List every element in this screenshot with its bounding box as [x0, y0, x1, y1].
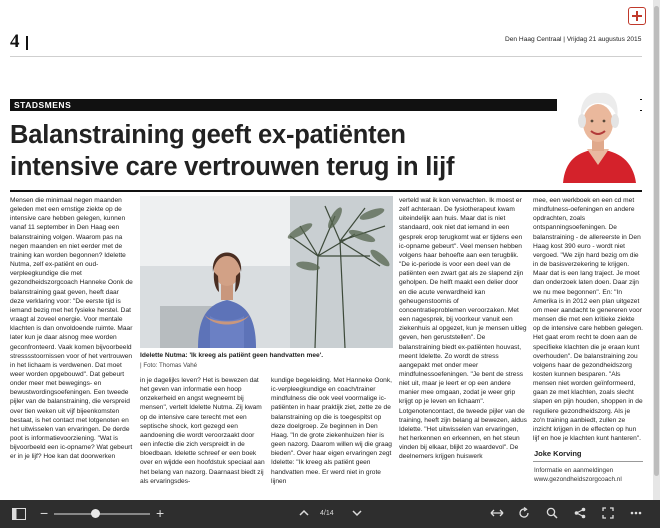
more-options-icon[interactable]: [630, 507, 642, 521]
search-icon[interactable]: [546, 507, 558, 521]
headline-line-1: Balanstraining geeft ex-patiënten: [10, 121, 406, 149]
logo-icon: [628, 7, 646, 25]
zoom-slider-handle[interactable]: [91, 509, 100, 518]
masthead: Den Haag Centraal | Vrijdag 21 augustus 2015: [505, 36, 642, 43]
zoom-slider[interactable]: [54, 513, 150, 515]
page-number: 4: [10, 31, 20, 52]
page-number-divider: [26, 36, 28, 50]
previous-page-icon[interactable]: [299, 508, 309, 520]
author-byline: Joke Korving: [534, 449, 582, 458]
next-page-icon[interactable]: [352, 508, 362, 520]
photo-credit: | Foto: Thomas Vahé: [140, 362, 198, 369]
headline: [10, 119, 550, 183]
article-column-5: mee, een werkboek en een cd met mindfulness-oefeningen en andere opdrachten, zoals ontspanningsoefeningen. De balanstraining - de allereerste in Den Haag kost 390 euro - wordt niet vergoed. "We zijn hard bezig om die in de basisverzekering te krijgen. Maar dat is een lang traject. Je moet dan onderzoek laten doen. Daar zijn we nu mee begonnen". En: "In Amerika is in 2012 een plan uitgezet om meer aandacht te genereren voor mensen die met een kritieke ziekte op de intensive care hebben gelegen. Het gaat erom recht te doen aan de specifieke klachten die je eraan kunt overhouden". De balanstraining zou volgens haar de gezondheidszorg kosten kunnen besparen. "Als mensen niet worden geïnformeerd, gaan ze met klachten, zoals slecht slapen en pijn houden, shoppen in de reguliere gezondheidszorg. Als je zo'n training aanbiedt, zullen ze inzicht krijgen in de effecten op hun lijf en hoe je klachten kunt hanteren".: [533, 197, 643, 443]
article-column-1: Mensen die minimaal negen maanden geleden met een ernstige ziekte op de intensive care hebben gelegen, kunnen vanaf 11 september in Den Haag een balanstraining volgen. Waarom pas na negen maanden en niet eerder met de training kan worden begonnen? Idelette Nutma, zelf ex-patiënt en oud-verpleegkundige die met gezondheidszorgcoach Hanneke Oonk de balanstraining gaat geven, heeft daar deze verklaring voor: "De eerste tijd is iemand bezig met het fysieke herstel. Dat vraagt al zoveel energie. Voor mentale klachten is dan onvoldoende ruimte. Maar later kun je daar alsnog mee worden geconfronteerd. Vaak komen bijvoorbeeld stresssstoornissen voor of het vertrouwen in het lichaam is verdwenen. Dat moet weer worden opgebouwd". Dat gebeurt onder meer met bewegings- en bewustwordingsoefeningen. Een tweede pijler van de balanstraining, die verspreid over tien weken uit vijf bijeenkomsten bestaat, is het contact met lotgenoten en het uitwisselen van ervaringen. De derde poot is informatievoorziening. "Wat is bijvoorbeeld een ic-opname? Wat gebeurt er in je lijf? Hoe kan dat doorwerken: [10, 197, 133, 461]
share-icon[interactable]: [574, 507, 586, 521]
info-divider: [533, 461, 643, 462]
zoom-in-button[interactable]: +: [156, 505, 165, 521]
vertical-scrollbar[interactable]: [653, 0, 660, 500]
headline-line-2: intensive care vertrouwen terug in lijf: [10, 153, 455, 181]
headline-rule: [10, 190, 642, 192]
rotate-icon[interactable]: [518, 507, 530, 521]
scrollbar-thumb[interactable]: [654, 6, 659, 476]
section-label: STADSMENS: [14, 100, 72, 110]
zoom-out-button[interactable]: −: [40, 505, 49, 521]
sidebar-toggle-icon[interactable]: [12, 508, 26, 522]
page-indicator: 4/14: [320, 510, 334, 517]
section-bar: [10, 99, 558, 111]
fit-width-icon[interactable]: [490, 507, 504, 521]
photo-caption: Idelette Nutma: 'Ik kreeg als patiënt geen handvatten mee'.: [140, 352, 324, 359]
fullscreen-icon[interactable]: [602, 507, 614, 521]
info-label: Informatie en aanmeldingen: [534, 467, 614, 474]
article-photo: [140, 196, 393, 348]
info-link[interactable]: www.gezondheidszorgcoach.nl: [534, 476, 622, 484]
article-column-4: verteld wat ik kon verwachten. Ik moest er zelf achteraan. De fysiotherapeut kwam uiteindelijk aan huis. Maar dat is niet standaard, ook niet dat iemand in een gesprek erop terugkomt wat er tijdens een ic-opname gebeurt". Veel mensen hebben volgens haar behoefte aan een terugblik. "De ic-periode is voor een deel van de patiënten een zwart gat als ze slapend zijn geholpen. De helft maakt een delier door en die acute verwardheid kan geheugenstoornis of concentratieproblemen veroorzaken. Met een nagesprek, bij voorkeur vanuit een ziekenhuis al opgezet, kun je mensen uitleg geven, hen geruststellen". De balanstraining biedt ex-patiënten houvast, meent Idelette. Zo wordt de stress aangepakt met onder meer mindfulnessoefeningen. "Je bent de stress niet uit, maar je leert er op een andere manier mee omgaan, zodat je weer grip krijgt op je leven en lichaam". Lotgenotencontact, de tweede pijler van de training, heeft zijn belang al bewezen, aldus Idelette. "Het uitwisselen van ervaringen, het herkennen en erkennen, en het steun vinden bij elkaar, blijkt zo waardevol". De deelnemers krijgen huiswerk: [399, 197, 527, 461]
article-column-2: in je dagelijks leven? Het is bewezen dat het geven van informatie een hoop onzekerheid en angst wegneemt bij mensen", vertelt Idelette Nutma. Zij kwam op de intensive care terecht met een septische shock, kort gezegd een aandoening die wordt veroorzaakt door een infectie die zich verspreidt in de bloedbaan. Idelette schreef er een boek over en wijdde een hoofdstuk speciaal aan het belang van nazorg. Daarnaast biedt zij als ervaringsdes-: [140, 377, 265, 485]
info-box: [534, 466, 622, 485]
author-portrait: [557, 85, 640, 183]
header-rule: [10, 56, 642, 57]
article-column-3: kundige begeleiding. Met Hanneke Oonk, ic-verpleegkundige en coach/trainer mindfulness die ook veel voormalige ic-patiënten in haar praktijk ziet, zette ze de balanstraining op die is toegespitst op deze doelgroep. Ze beginnen in Den Haag. "In de grote ziekenhuizen hier is geen nazorg. Daarom willen wij die graag bieden". Over haar eigen ervaringen zegt Idelette: "Ik kreeg als patiënt geen handvatten mee. Er werd niet in grote lijnen: [271, 377, 392, 485]
